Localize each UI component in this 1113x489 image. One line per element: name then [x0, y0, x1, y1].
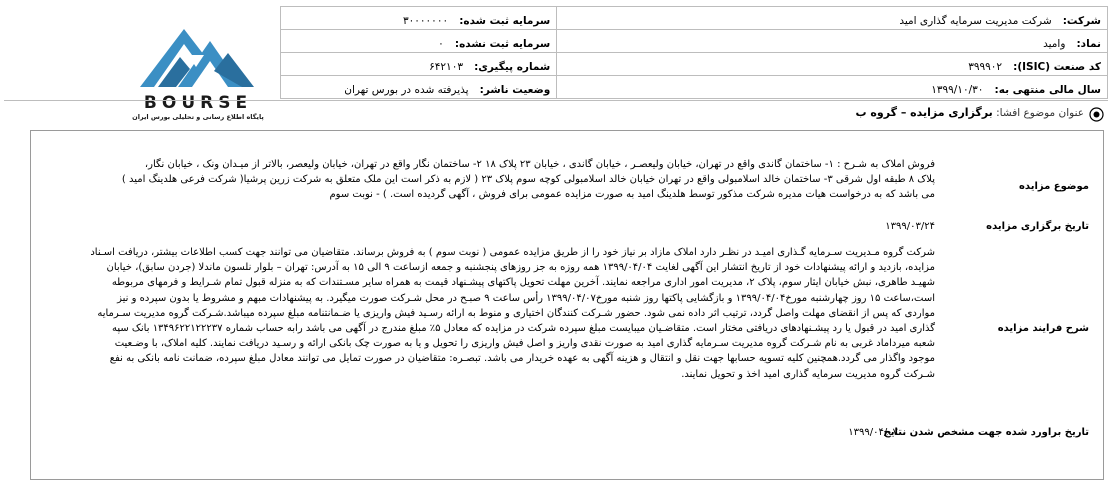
- process-line: شعبه میرداماد غربی به نام شـرکت گروه مدیریت سـرمایه گذاری امید به صورت نقدی واریز و اصل فیش واریزی را تحویل و یا به صورت چک بانکی ارائه و رسـید دریافت نمایند. کلیه املاک، با وضـعیت: [114, 338, 935, 350]
- registered-capital-value: ۳۰۰۰۰۰۰۰: [402, 14, 449, 27]
- tracking-label: شماره پیگیری:: [474, 60, 551, 73]
- logo-caption: پایگاه اطلاع رسانی و تحلیلی بورس ایران: [132, 113, 264, 121]
- fiscal-label: سال مالی منتهی به:: [994, 83, 1101, 96]
- process-line: گذاری امید در قبول یا رد پیشـنهادهای دریافتی مختار است. متقاضـیان میبایست مبلغ سپرده شرکت در مزایده که معادل ۵٪ مبلغ مندرج در آگهی می باشد رابه حساب شماره ۱۳۴۹۶۲۲۱۲۲۲۳۷ بانک سپه: [112, 323, 935, 335]
- subject-caption: عنوان موضوع افشا:: [996, 107, 1084, 119]
- disclosure-subject-bar: [4, 100, 1108, 127]
- process-label: شرح فرایند مزایده: [997, 323, 1089, 334]
- registered-capital-label: سرمایه ثبت شده:: [459, 14, 551, 27]
- auction-details-box: [30, 130, 1104, 480]
- disclosure-subject: [856, 106, 1084, 119]
- process-text: [59, 245, 935, 382]
- process-line: شهیـد طاهری، نبش خیابان ایثار سوم، پلاک ۲، مدیریت امور اداری مراجعه نمایند. آخرین مهلت تحویل پاکتهای پیشـنهاد قیمت به همراه سایر مسـتندات که به منزله قبول تمام شـرایط و فرمهای مربوطه: [111, 277, 935, 289]
- isic-value: ۳۹۹۹۰۲: [968, 60, 1003, 73]
- symbol-label: نماد:: [1076, 37, 1101, 50]
- target-bullet-icon: [1089, 107, 1104, 122]
- company-label: شرکت:: [1062, 14, 1101, 27]
- publisher-status-cell: [281, 76, 557, 99]
- company-value: شرکت مدیریت سرمایه گذاری امید: [899, 14, 1052, 27]
- isic-label: کد صنعت (ISIC):: [1013, 60, 1101, 73]
- logo-wordmark: BOURSE: [143, 93, 253, 113]
- unregistered-capital-cell: [281, 30, 557, 53]
- auction-subject-text: [59, 157, 935, 203]
- auction-subject-line: پلاک ۸ طبقه اول شرقی ۳- ساختمان خالد اسلامبولی واقع در تهران خیابان خالد اسلامبولی کوچه سوم پلاک ۲۳ ( لازم به ذکر است این ملک متعلق به شرکت زرین پرشیا( شرکت فرعی هلدینگ امید ): [121, 174, 935, 186]
- auction-subject-line: می باشد که به درخواست هیات مدیره شرکت مذکور توسط هلدینگ امید به صورت مزایده عمومی برای فروش ، آگهی گردیده است. ) - نوبت سوم: [329, 189, 935, 201]
- unregistered-capital-value: ۰: [438, 37, 444, 50]
- company-cell: [557, 7, 1108, 30]
- symbol-cell: [557, 30, 1108, 53]
- isic-cell: [557, 53, 1108, 76]
- fiscal-cell: [557, 76, 1108, 99]
- subject-title: برگزاری مزایده – گروه ب: [855, 106, 993, 119]
- process-line: مواردی که پس از انقضای مهلت واصل گردد، ترتیب اثر داده نمی شود. حضور شـرکت کنندگان اختیاری و منوط به ارائه رسـید فیش واریزی یا ضـمانتنامه مبلغ سپرده میباشد.شـرکت گروه مدیریت سـرمایه: [97, 307, 935, 319]
- holding-date-label: تاریخ برگزاری مزایده: [986, 221, 1089, 232]
- publisher-status-value: پذیرفته شده در بورس تهران: [344, 83, 469, 96]
- tracking-cell: [281, 53, 557, 76]
- tracking-value: ۶۴۲۱۰۳: [429, 60, 463, 73]
- estimate-date-label: تاریخ براورد شده جهت مشخص شدن نتایج: [883, 427, 1089, 438]
- process-line: است،ساعت ۱۵ روز چهارشنبه مورخ۱۳۹۹/۰۴/۰۴ و بازگشایی پاکتها روز شنبه مورخ۱۳۹۹/۰۴/۰۷ رأس ساعت ۹ صبـح در محل شـرکت صورت میگیرد. به پیشنهادات مبهم و مشروط یا بدون سپرده و نیز: [117, 292, 935, 304]
- process-line: موجود واگذار می گردد.همچنین کلیه تسویه حسابها جهت نقل و انتقال و هزینه آگهی به عهده خریدار می باشد. تبصـره: متقاضیان در صورت تمایل می توانند معادل مبلغ سپرده، ضمانت نامه بانکی به نفع: [109, 353, 935, 365]
- process-line: شـرکت گروه مدیریت سرمایه گذاری امید اخذ و تحویل نمایند.: [681, 368, 935, 380]
- unregistered-capital-label: سرمایه ثبت نشده:: [454, 37, 551, 50]
- process-line: شرکت گروه مـدیریت سـرمایه گـذاری امیـد در نظـر دارد املاک مازاد بر نیاز خود را از طریق مزایده عمومی ( نوبت سوم ) به فروش برساند. متقاضیان می توانند جهت کسب اطلاعات بیشتر، دریافت اسـناد: [90, 247, 935, 258]
- registered-capital-cell: [281, 7, 557, 30]
- holding-date-value: ۱۳۹۹/۰۳/۲۴: [885, 221, 935, 232]
- auction-subject-label: موضوع مزایده: [1019, 181, 1089, 192]
- publisher-status-label: وضعیت ناشر:: [479, 83, 551, 96]
- fiscal-value: ۱۳۹۹/۱۰/۳۰: [931, 83, 984, 96]
- process-line: مزایده، بازدید و ارائه پیشنهادات خود از تاریخ انتشار این آگهی لغایت ۱۳۹۹/۰۴/۰۴ همه روزه به جز روزهای پنجشنبه و جمعه ازساعت ۹ الی ۱۵ به آدرس: تهران – بلوار نلسون ماندلا (جردن سابق)، خیابان: [106, 262, 935, 274]
- symbol-value: وامید: [1043, 37, 1066, 50]
- auction-subject-line: فروش املاک به شـرح : ۱- ساختمان گاندی واقع در تهران، خیابان ولیعصـر ، خیابان گاندی ، خیابان ۲۳ پلاک ۱۸ ۲- ساختمان نگار واقع در تهران، خیابان ولیعصر، بالاتر از میـدان ونک ، خیابان نگار،: [144, 159, 935, 170]
- estimate-date-value: ۱۳۹۹/۰۴/۰۷: [848, 427, 898, 438]
